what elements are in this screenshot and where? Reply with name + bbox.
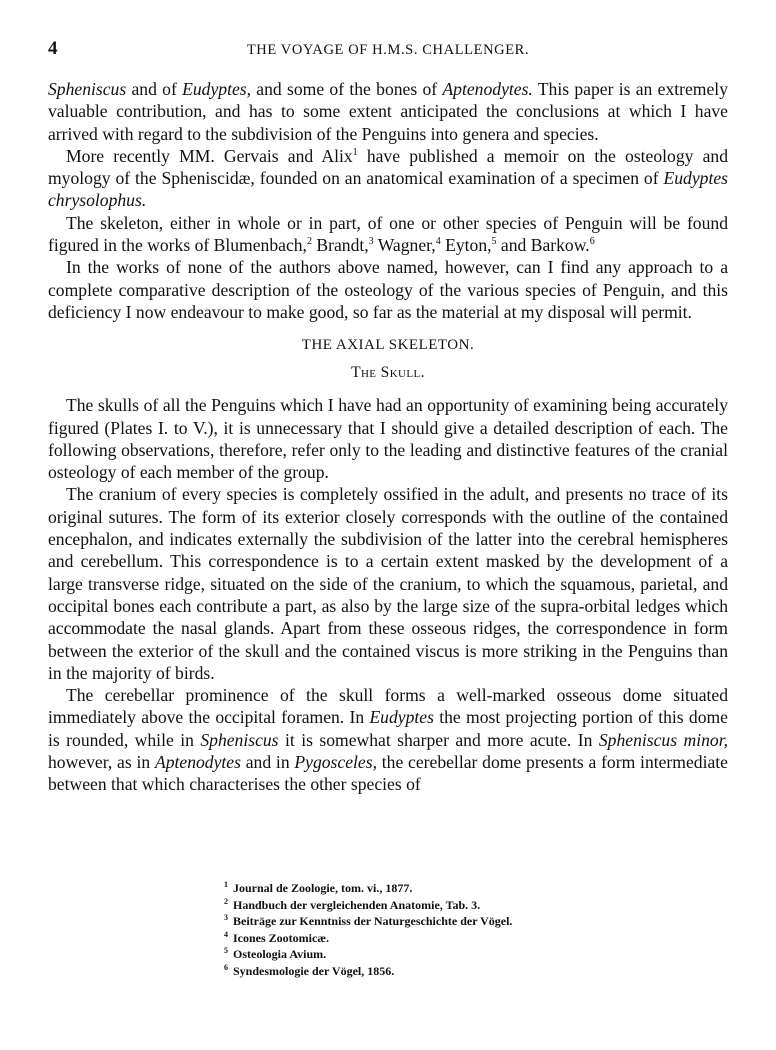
section-subtitle: The Skull. [351,364,425,382]
footnote-mark: 5 [224,946,228,956]
footnote-text: Handbuch der vergleichenden Anatomie, Tab. 3. [233,897,481,912]
page-header [48,38,728,66]
genus-name: Pygosceles, [294,752,377,773]
genus-name: Aptenodytes. [442,79,533,99]
footnotes [224,880,644,980]
paragraph-2: More recently MM. Gervais and Alix$^1$ have published a memoir on the osteology and myology of the Spheniscidæ, founded on an anatomical examination of a specimen of Eudyptes chrysolophus. [48,145,728,211]
footnote-ref[interactable]: 1 [352,147,358,159]
footnote-mark: 4 [224,929,228,939]
footnote-item [224,913,644,930]
footnote-item [224,963,644,980]
footnote-text: Syndesmologie der Vögel, 1856. [233,963,395,978]
section-title: THE AXIAL SKELETON. [301,337,475,354]
genus-name: Eudyptes [369,707,434,728]
footnote-mark: 6 [224,962,228,972]
paragraph-4: In the works of none of the authors above named, however, can I find any approach to a complete comparative description of the osteology of the various species of Penguin, and this deficiency I now endeavour to make good, so far as the material at my disposal will permit. [48,257,728,322]
footnote-ref[interactable]: 6 [589,236,595,248]
page [48,38,728,796]
footnote-text: Osteologia Avium. [233,947,327,962]
running-title: THE VOYAGE OF H.M.S. CHALLENGER. [246,42,530,58]
page-number: 4 [48,38,58,59]
genus-name: Aptenodytes [154,752,241,773]
species-name: Spheniscus minor, [598,729,728,750]
footnote-mark: 1 [224,880,228,889]
footnote-ref[interactable]: 2 [306,236,312,248]
paragraph-5: The skulls of all the Penguins which I have had an opportunity of examining being accurately figured (Plates I. to V.), it is unnecessary that I should give a detailed description of each. The following observations, therefore, refer only to the leading and distinctive features of the cranial osteology of each member of the group. [48,395,728,483]
paragraph-1: Spheniscus and of Eudyptes, and some of the bones of Aptenodytes. This paper is an extremely valuable contribution, and has to some extent anticipated the conclusions at which I have arrived with regard to the subdivision of the Penguins into genera and species. [48,79,728,144]
genus-name: Spheniscus [48,79,127,99]
footnote-ref[interactable]: 5 [491,236,497,248]
footnote-text: Icones Zootomicæ. [233,930,329,945]
species-name: Eudyptes chrysolophus. [48,168,728,211]
paragraph-7: The cerebellar prominence of the skull forms a well-marked osseous dome situated immediately above the occipital foramen. In Eudyptes the most projecting portion of this dome is rounded, while in Spheniscus it is somewhat sharper and more acute. In Spheniscus minor, however, as in Aptenodytes and in Pygosceles, the cerebellar dome presents a form intermediate between that which characterises the other species of [48,685,728,795]
footnote-mark: 2 [224,896,228,906]
paragraph-6: The cranium of every species is completely ossified in the adult, and presents no trace of its original sutures. The form of its exterior closely corresponds with the outline of the contained encephalon, and indicates externally the subdivision of the latter into the cerebral hemispheres and cerebellum. This correspondence is to a certain extent masked by the development of a large transverse ridge, situated on the side of the cranium, to which the squamous, parietal, and occipital bones each contribute a part, as also by the large size of the supra-orbital ledges which accommodate the nasal glands. Apart from these osseous ridges, the correspondence in form between the exterior of the skull and the contained viscus is more striking in the Penguins than in the majority of birds. [48,484,728,683]
paragraph-3: The skeleton, either in whole or in part, of one or other species of Penguin will be found figured in the works of Blumenbach,$^2$ Brandt,$^3$ Wagner,$^4$ Eyton,$^5$ and Barkow.$^6$ [48,212,728,256]
footnote-item [224,930,644,947]
genus-name: Spheniscus [200,729,279,750]
footnote-ref[interactable]: 4 [435,236,441,248]
footnote-item [224,946,644,963]
footnote-item [224,880,644,897]
genus-name: Eudyptes, [182,79,252,99]
footnote-ref[interactable]: 3 [368,236,374,248]
footnote-text: Beiträge zur Kenntniss der Naturgeschichte der Vögel. [233,914,513,929]
footnote-text: Journal de Zoologie, tom. vi., 1877. [233,881,413,895]
footnote-item [224,897,644,914]
footnote-mark: 3 [224,913,228,923]
